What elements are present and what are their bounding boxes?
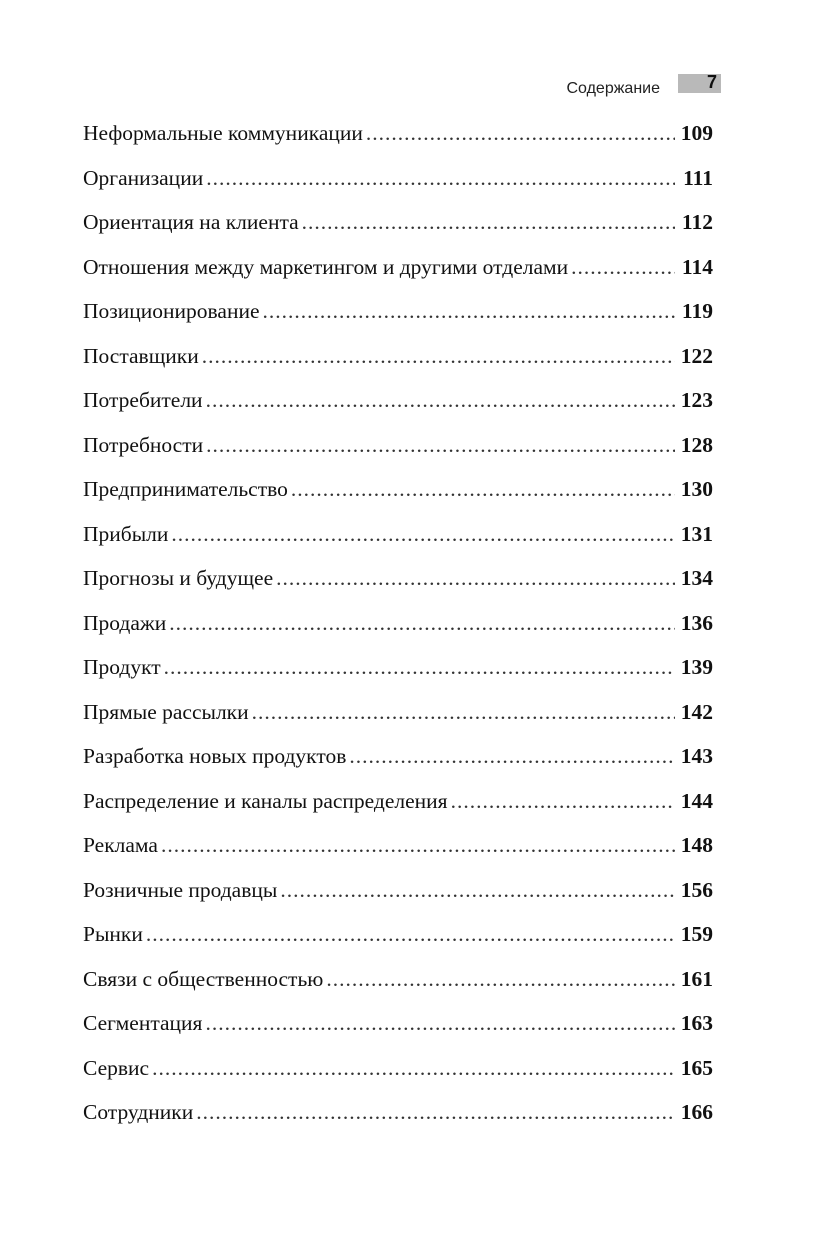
toc-entry-page: 161 — [680, 966, 713, 991]
toc-entry-page: 165 — [680, 1055, 713, 1080]
toc-entry-title: Разработка новых продуктов — [83, 744, 347, 768]
dot-leader — [276, 556, 675, 601]
dot-leader — [152, 1046, 675, 1091]
toc-entry — [83, 912, 713, 957]
dot-leader — [164, 645, 675, 690]
toc-entry — [83, 957, 713, 1002]
dot-leader — [202, 334, 675, 379]
toc-entry-title: Прогнозы и будущее — [83, 566, 274, 590]
toc-entry-page: 142 — [680, 699, 713, 724]
dot-leader — [146, 912, 675, 957]
dot-leader — [161, 823, 675, 868]
toc-entry-page: 139 — [680, 655, 713, 679]
dot-leader — [206, 423, 675, 468]
dot-leader — [196, 1090, 675, 1135]
toc-entry-page: 144 — [680, 788, 713, 813]
toc-entry-title: Продажи — [83, 610, 167, 635]
toc-entry — [83, 200, 713, 245]
toc-entry — [83, 1090, 713, 1135]
dot-leader — [451, 779, 675, 824]
toc-entry-page: 114 — [681, 254, 713, 279]
toc-entry — [83, 734, 713, 779]
toc-entry-page: 148 — [680, 833, 713, 857]
toc-entry — [83, 779, 713, 824]
toc-entry-title: Распределение и каналы распределения — [83, 788, 448, 813]
toc-entry — [83, 868, 713, 913]
toc-entry-page: 166 — [680, 1100, 713, 1124]
dot-leader — [205, 1001, 675, 1046]
toc-entry-title: Неформальные коммуникации — [83, 121, 363, 145]
dot-leader — [349, 734, 675, 779]
toc-entry — [83, 645, 713, 690]
toc-entry — [83, 556, 713, 601]
toc-entry — [83, 467, 713, 512]
toc-entry-title: Поставщики — [83, 343, 199, 368]
running-header — [566, 73, 721, 99]
toc-entry-page: 109 — [680, 121, 713, 145]
toc-entry-page: 112 — [681, 210, 713, 234]
toc-entry-title: Сервис — [83, 1055, 150, 1080]
section-title: Содержание — [566, 80, 660, 97]
dot-leader — [280, 868, 675, 913]
dot-leader — [169, 601, 675, 646]
dot-leader — [291, 467, 675, 512]
toc-entry-title: Потребности — [83, 432, 204, 457]
toc-entry-title: Сегментация — [83, 1011, 203, 1035]
toc-entry — [83, 334, 713, 379]
toc-entry-title: Связи с общественностью — [83, 966, 324, 991]
dot-leader — [571, 245, 675, 290]
toc-entry-page: 130 — [680, 477, 713, 501]
toc-entry — [83, 156, 713, 201]
toc-entry-page: 131 — [680, 521, 713, 546]
toc-entry — [83, 111, 713, 156]
toc-entry — [83, 1001, 713, 1046]
toc-entry — [83, 423, 713, 468]
toc-entry — [83, 289, 713, 334]
dot-leader — [326, 957, 675, 1002]
toc-entry-page: 136 — [680, 610, 713, 635]
toc-entry — [83, 512, 713, 557]
toc-entry-page: 123 — [680, 388, 713, 412]
toc-entry-page: 143 — [680, 744, 713, 768]
toc-entry-title: Потребители — [83, 388, 203, 412]
toc-entry-page: 156 — [680, 877, 713, 902]
toc-entry — [83, 378, 713, 423]
dot-leader — [252, 690, 675, 735]
toc-entry-page: 163 — [680, 1011, 713, 1035]
toc-entry-page: 111 — [683, 165, 713, 190]
toc-entry-title: Сотрудники — [83, 1100, 194, 1124]
toc-entry-title: Организации — [83, 165, 204, 190]
toc-entry-title: Розничные продавцы — [83, 877, 278, 902]
toc-entry-title: Прямые рассылки — [83, 699, 249, 724]
toc-entry-page: 119 — [681, 299, 713, 323]
toc-entry-title: Отношения между маркетингом и другими отделами — [83, 254, 569, 279]
toc-entry-title: Реклама — [83, 833, 158, 857]
toc-entry-title: Рынки — [83, 922, 143, 946]
toc-entry-title: Продукт — [83, 655, 161, 679]
page-number: 7 — [706, 71, 717, 92]
dot-leader — [206, 378, 675, 423]
dot-leader — [171, 512, 675, 557]
toc-entry-title: Ориентация на клиента — [83, 210, 299, 234]
dot-leader — [302, 200, 675, 245]
dot-leader — [263, 289, 675, 334]
toc-entry — [83, 601, 713, 646]
toc-entry-title: Прибыли — [83, 521, 169, 546]
dot-leader — [366, 111, 675, 156]
toc-entry-title: Позиционирование — [83, 299, 260, 323]
toc-entry — [83, 1046, 713, 1091]
page-number-tab — [678, 71, 721, 93]
toc-entry — [83, 823, 713, 868]
toc-entry-page: 134 — [680, 566, 713, 590]
table-of-contents — [83, 111, 713, 1135]
toc-entry-page: 128 — [680, 432, 713, 457]
toc-entry — [83, 245, 713, 290]
dot-leader — [206, 156, 675, 201]
toc-entry-page: 122 — [680, 343, 713, 368]
toc-entry-page: 159 — [680, 922, 713, 946]
toc-entry — [83, 690, 713, 735]
toc-entry-title: Предпринимательство — [83, 477, 288, 501]
